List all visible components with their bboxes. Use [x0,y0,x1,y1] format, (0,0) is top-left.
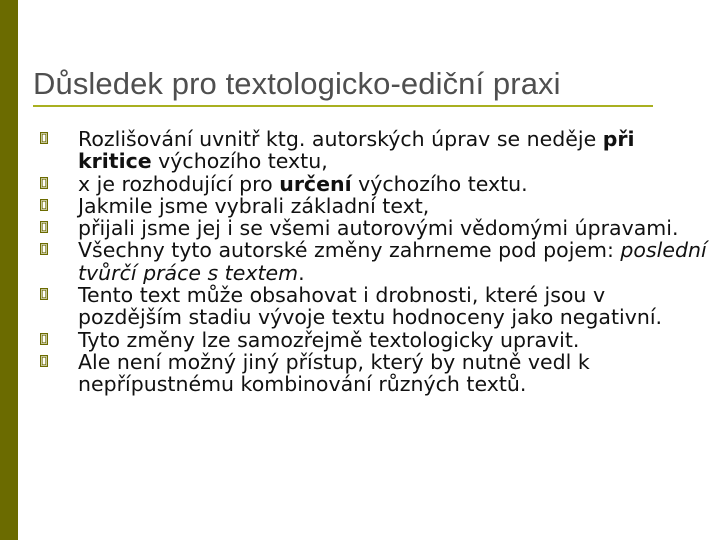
bullet-text-part: Rozlišování uvnitř ktg. autorských úprav se neděje [78,127,603,151]
bullet-text: Ale není možný jiný přístup, který by nutně vedl k nepřípustnému kombinování různých textů. [78,349,590,397]
bullet-text: Tento text může obsahovat i drobnosti, které jsou v pozdějším stadiu vývoje textu hodnoceny jako negativní. [78,283,663,330]
square-p-bullet-icon [40,132,48,144]
bullet-item [40,173,710,195]
square-p-bullet-icon [40,243,48,255]
bullet-bold-text: určení [279,171,352,196]
bullet-italic-text: poslední tvůrčí práce s textem [78,238,707,285]
bullet-item [40,128,710,173]
bullet-text-part: Všechny tyto autorské změny zahrneme pod pojem: [78,238,621,263]
bullet-text-part: x je rozhodující pro [78,171,280,196]
bullet-text [78,238,707,284]
bullet-text-part: . [298,260,305,285]
bullet-bold-text: při kritice [78,127,635,174]
square-p-bullet-icon [40,221,48,233]
bullet-item [40,239,710,284]
bullet-text [78,172,528,196]
square-p-bullet-icon [40,199,48,211]
slide-title: Důsledek pro textologicko-ediční praxi [33,66,561,101]
bullet-list [40,128,710,396]
bullet-item [40,284,710,329]
bullet-text: Tyto změny lze samozřejmě textologicky upravit. [78,327,580,352]
title-underline [33,105,653,107]
bullet-text [78,127,635,173]
bullet-text: Jakmile jsme vybrali základní text, [78,193,430,218]
bullet-item [40,329,710,351]
bullet-text-part: výchozího textu, [151,149,328,174]
bullet-item [40,351,710,396]
square-p-bullet-icon [40,288,48,300]
square-p-bullet-icon [40,333,48,345]
left-accent-bar [0,0,18,540]
bullet-item [40,217,710,239]
bullet-text-part: výchozího textu. [351,171,528,196]
square-p-bullet-icon [40,355,48,367]
bullet-text: přijali jsme jej i se všemi autorovými vědomými úpravami. [78,216,679,241]
square-p-bullet-icon [40,177,48,189]
bullet-item [40,195,710,217]
